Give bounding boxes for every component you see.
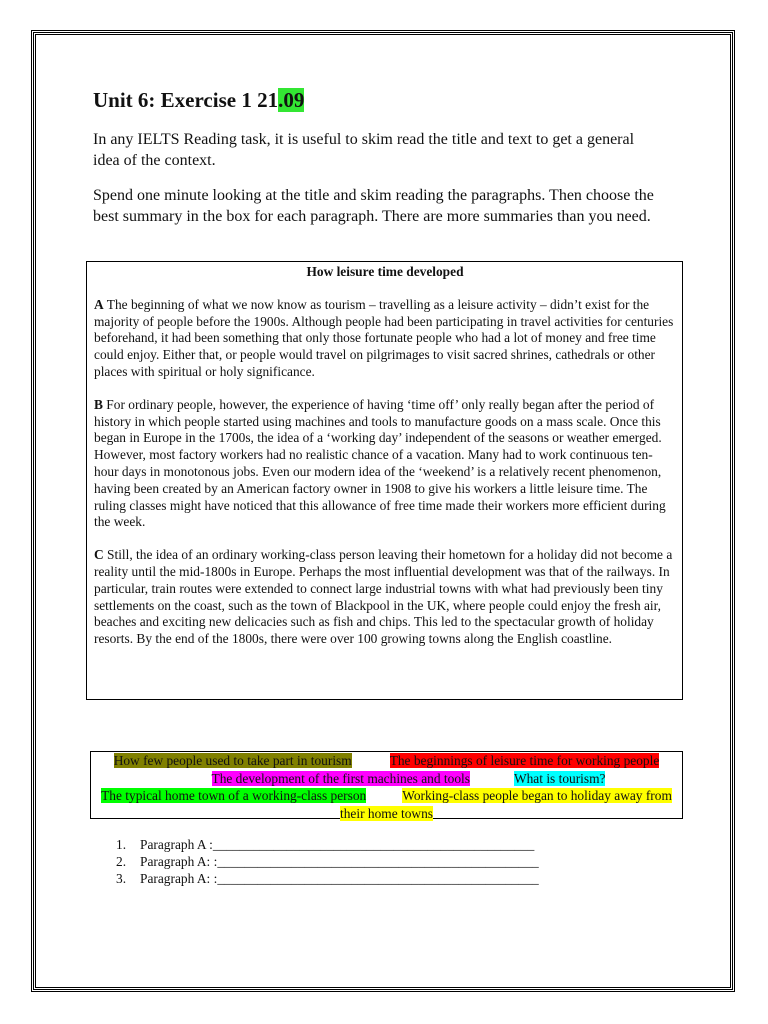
- reading-text-title: How leisure time developed: [306, 264, 464, 279]
- answer-item: [116, 836, 539, 853]
- title-text: Unit 6: Exercise 1 21: [93, 88, 279, 112]
- title-highlight: .09: [278, 88, 305, 112]
- paragraph-body: For ordinary people, however, the experience of having ‘time off’ only really began after the period of history in which people started using machines and tools to manufacture goods on a mass scale. Once this began in Europe in the 1700s, the idea of a ‘working day’ independent of the seasons or weather emerged. However, most factory workers had no realistic chance of a vacation. Many had to work continuous ten-hour days in monotonous jobs. Even our modern idea of the ‘weekend’ is a relatively recent phenomenon, having been created by an American factory owner in 1908 to give his workers a little leisure time. The ruling classes might have noticed that this allowance of free time made their workers more efficient during the week.: [94, 396, 666, 530]
- summary-option: How few people used to take part in tourism: [113, 753, 352, 768]
- summary-option: The typical home town of a working-class person: [101, 788, 367, 803]
- summary-option: Working-class people began to holiday away from their home towns: [340, 788, 672, 821]
- answer-blank[interactable]: ________________________________________________: [212, 837, 535, 852]
- paragraph-letter: B: [94, 396, 103, 412]
- answer-blank[interactable]: ________________________________________________: [217, 854, 539, 869]
- paragraph-body: Still, the idea of an ordinary working-class person leaving their hometown for a holiday did not become a reality until the mid-1800s in Europe. Perhaps the most influential development was that of the railways. In particular, train routes were extended to connect large industrial towns with what had previously been tiny settlements on the coast, such as the town of Blackpool in the UK, where people could enjoy the fresh air, beaches and exciting new delicacies such as fish and chips. This led to the spectacular growth of holiday resorts. By the end of the 1800s, there were over 100 growing towns along the English coastline.: [94, 547, 673, 647]
- answer-label: Paragraph A: :: [140, 854, 218, 869]
- answer-number: 2.: [116, 854, 127, 869]
- page-title: [93, 86, 304, 114]
- answer-blank[interactable]: ________________________________________________: [217, 871, 539, 886]
- paragraph-b: [94, 397, 676, 531]
- summary-options-box: [90, 751, 683, 819]
- paragraph-letter: C: [94, 547, 104, 563]
- answer-item: [116, 870, 539, 887]
- summary-option: The development of the first machines and tools: [211, 770, 470, 786]
- answer-list: [116, 836, 539, 887]
- intro-paragraph-2: Spend one minute looking at the title and skim reading the paragraphs. Then choose the best summary in the box for each paragraph. There are more summaries than you need.: [93, 187, 654, 225]
- reading-text-box: [86, 261, 683, 700]
- answer-label: Paragraph A :: [140, 837, 213, 852]
- summary-option: The beginnings of leisure time for working people: [389, 753, 660, 768]
- paragraph-letter: A: [94, 296, 104, 312]
- answer-number: 3.: [116, 871, 127, 886]
- answer-label: Paragraph A: :: [140, 871, 218, 886]
- summary-option: What is tourism?: [513, 770, 606, 786]
- answer-number: 1.: [116, 837, 127, 852]
- answer-item: [116, 853, 539, 870]
- paragraph-c: [94, 547, 676, 648]
- paragraph-body: The beginning of what we now know as tourism – travelling as a leisure activity – didn’t exist for the majority of people before the 1900s. Although people had been participating in travel activities for centuries beforehand, it had been something that only those fortunate people who had a lot of money and free time could enjoy. Either that, or people would travel on pilgrimages to visit sacred shrines, cathedrals or other places with spiritual or holy significance.: [94, 296, 674, 379]
- intro-paragraph-1: In any IELTS Reading task, it is useful to skim read the title and text to get a general idea of the context.: [93, 131, 635, 169]
- paragraph-a: [94, 297, 676, 381]
